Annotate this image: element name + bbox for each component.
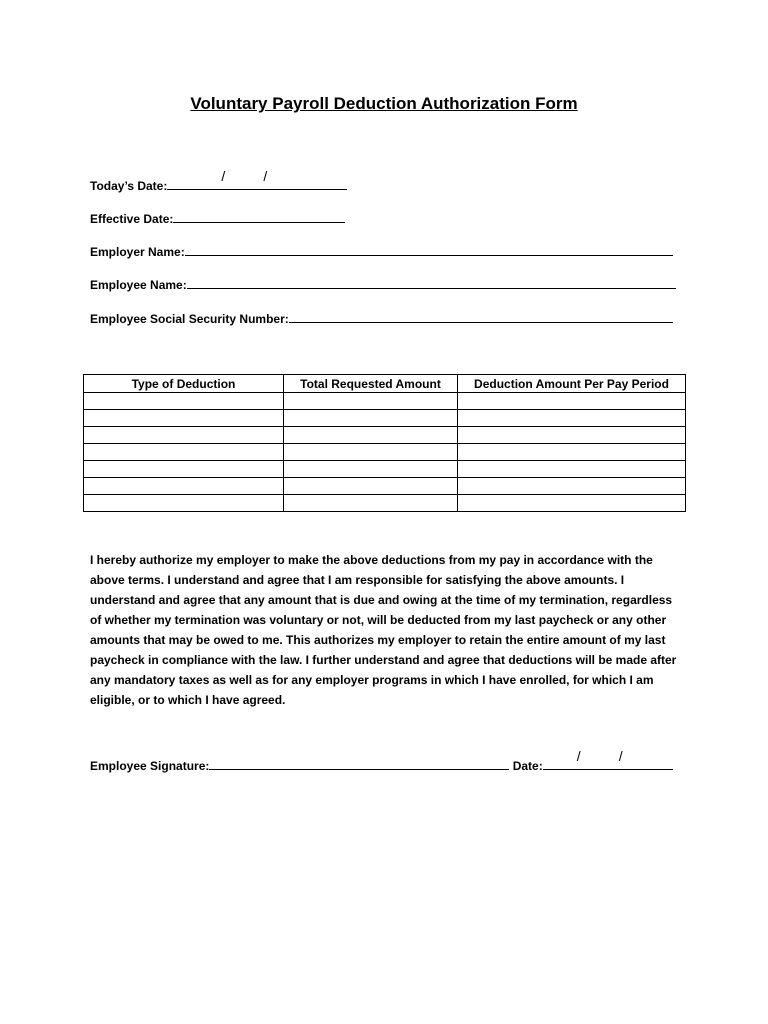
authorization-line: eligible, or to which I have agreed.: [90, 693, 286, 707]
signature-label: Employee Signature:: [90, 759, 210, 773]
table-cell[interactable]: [84, 478, 284, 495]
table-row: [84, 478, 686, 495]
table-cell[interactable]: [458, 478, 686, 495]
employee-name-input[interactable]: [187, 277, 676, 289]
authorization-paragraph: [90, 550, 690, 710]
table-cell[interactable]: [284, 495, 458, 512]
authorization-line: any mandatory taxes as well as for any employer programs in which I have enrolled, for which I am: [90, 673, 654, 687]
authorization-line: of whether my termination was voluntary or not, will be deducted from my last paycheck or any other: [90, 613, 667, 627]
table-cell[interactable]: [284, 393, 458, 410]
table-row: [84, 393, 686, 410]
employer-name-field: [90, 244, 673, 259]
table-cell[interactable]: [458, 461, 686, 478]
ssn-label: Employee Social Security Number:: [90, 312, 289, 326]
date-slash: /: [618, 748, 623, 764]
table-row: [84, 410, 686, 427]
table-cell[interactable]: [284, 427, 458, 444]
table-header-row: [84, 375, 686, 393]
authorization-line: understand and agree that any amount that is due and owing at the time of my termination, regardless: [90, 593, 673, 607]
authorization-line: amounts that may be owed to me. This authorizes my employer to retain the entire amount of my last: [90, 633, 666, 647]
column-header-type: Type of Deduction: [84, 375, 284, 393]
date-slash: /: [221, 168, 226, 184]
table-cell[interactable]: [458, 444, 686, 461]
table-cell[interactable]: [284, 461, 458, 478]
ssn-field: [90, 311, 673, 326]
signature-input[interactable]: [209, 758, 509, 770]
table-cell[interactable]: [458, 393, 686, 410]
todays-date-label: Today’s Date:: [90, 179, 168, 193]
table-row: [84, 495, 686, 512]
deductions-table: [83, 374, 686, 512]
column-header-per-period: Deduction Amount Per Pay Period: [458, 375, 686, 393]
ssn-input[interactable]: [289, 311, 673, 323]
table-cell[interactable]: [284, 478, 458, 495]
table-row: [84, 444, 686, 461]
table-row: [84, 461, 686, 478]
form-title: Voluntary Payroll Deduction Authorization Form: [190, 94, 578, 113]
employer-name-label: Employer Name:: [90, 245, 185, 259]
authorization-line: I hereby authorize my employer to make the above deductions from my pay in accordance with the: [90, 553, 653, 567]
employer-name-input[interactable]: [185, 244, 673, 256]
authorization-line: above terms. I understand and agree that I am responsible for satisfying the above amounts. I: [90, 573, 625, 587]
table-cell[interactable]: [84, 427, 284, 444]
effective-date-field: [90, 211, 345, 226]
date-slash: /: [263, 168, 268, 184]
signature-row: [90, 748, 673, 773]
table-cell[interactable]: [458, 495, 686, 512]
table-cell[interactable]: [84, 410, 284, 427]
employee-name-label: Employee Name:: [90, 278, 187, 292]
signature-date-input[interactable]: [543, 748, 673, 770]
table-cell[interactable]: [458, 427, 686, 444]
table-cell[interactable]: [284, 410, 458, 427]
todays-date-input[interactable]: [167, 168, 347, 190]
employee-name-field: [90, 277, 676, 292]
column-header-total: Total Requested Amount: [284, 375, 458, 393]
date-slash: /: [576, 748, 581, 764]
effective-date-label: Effective Date:: [90, 212, 174, 226]
todays-date-field: [90, 168, 347, 193]
table-cell[interactable]: [84, 444, 284, 461]
table-cell[interactable]: [284, 444, 458, 461]
table-row: [84, 427, 686, 444]
signature-date-label: Date:: [512, 759, 543, 773]
table-cell[interactable]: [84, 461, 284, 478]
table-cell[interactable]: [84, 495, 284, 512]
table-cell[interactable]: [84, 393, 284, 410]
effective-date-input[interactable]: [173, 211, 345, 223]
table-cell[interactable]: [458, 410, 686, 427]
authorization-line: paycheck in compliance with the law. I further understand and agree that deductions will be made after: [90, 653, 677, 667]
